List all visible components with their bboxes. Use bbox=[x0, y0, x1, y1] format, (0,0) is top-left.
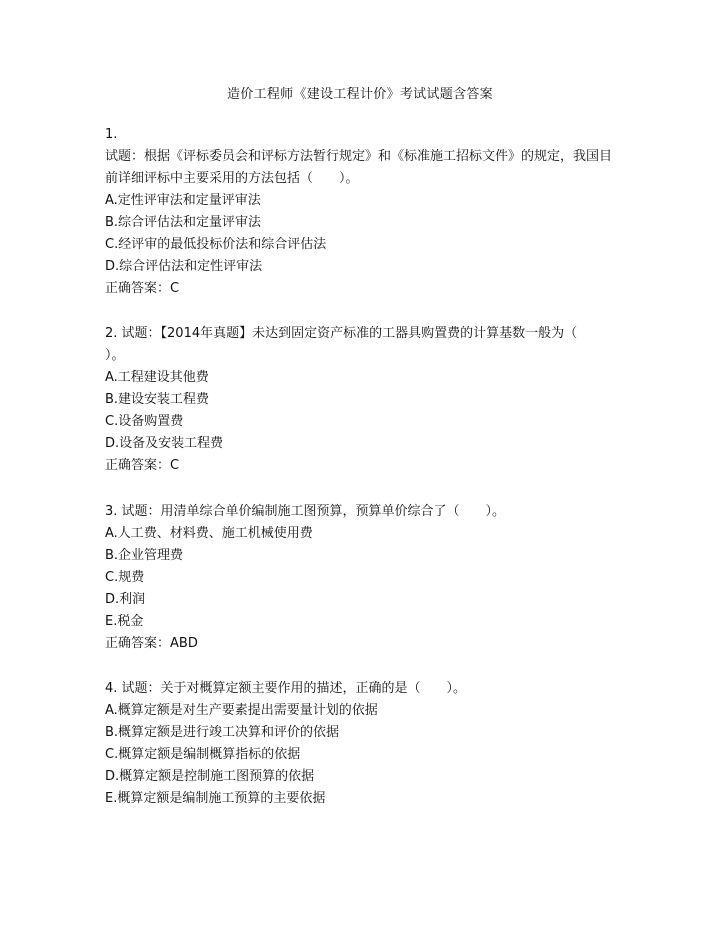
answer-label: 正确答案： bbox=[105, 458, 171, 473]
question-2-option-c: C.设备购置费 bbox=[105, 414, 184, 429]
question-4-option-d: D.概算定额是控制施工图预算的依据 bbox=[105, 769, 315, 784]
question-1 bbox=[105, 124, 625, 300]
question-list bbox=[105, 124, 625, 810]
page-title: 造价工程师《建设工程计价》考试试题含答案 bbox=[226, 87, 493, 102]
question-2 bbox=[105, 323, 625, 477]
question-1-answer bbox=[105, 278, 625, 300]
question-3-option-a: A.人工费、材料费、施工机械使用费 bbox=[105, 526, 313, 541]
question-1-option-b: B.综合评估法和定量评审法 bbox=[105, 215, 262, 230]
question-2-option-a: A.工程建设其他费 bbox=[105, 370, 209, 385]
question-4-option-b: B.概算定额是进行竣工决算和评价的依据 bbox=[105, 725, 340, 740]
question-1-number: 1. bbox=[105, 127, 118, 142]
answer-label: 正确答案： bbox=[105, 636, 171, 651]
question-3-stem-line-1: 3. 试题：用清单综合单价编制施工图预算，预算单价综合了（ ）。 bbox=[105, 504, 506, 519]
question-4-stem-line-1: 4. 试题：关于对概算定额主要作用的描述，正确的是（ ）。 bbox=[105, 681, 467, 696]
question-4-option-c: C.概算定额是编制概算指标的依据 bbox=[105, 747, 301, 762]
question-1-option-d: D.综合评估法和定性评审法 bbox=[105, 259, 263, 274]
question-2-stem-line-2: ）。 bbox=[105, 348, 125, 363]
question-1-stem-line-2: 前详细评标中主要采用的方法包括（ ）。 bbox=[105, 171, 359, 186]
question-3-option-c: C.规费 bbox=[105, 570, 145, 585]
question-3-option-e: E.税金 bbox=[105, 614, 144, 629]
question-4-option-e: E.概算定额是编制施工预算的主要依据 bbox=[105, 791, 326, 806]
question-1-option-a: A.定性评审法和定量评审法 bbox=[105, 193, 261, 208]
question-3-answer-value: ABD bbox=[170, 636, 198, 651]
question-3-option-d: D.利润 bbox=[105, 592, 146, 607]
question-2-answer bbox=[105, 455, 625, 477]
question-3-answer bbox=[105, 633, 625, 655]
question-3-option-b: B.企业管理费 bbox=[105, 548, 184, 563]
question-4-option-a: A.概算定额是对生产要素提出需要量计划的依据 bbox=[105, 703, 378, 718]
question-1-answer-value: C bbox=[170, 281, 180, 296]
question-1-stem-line-1: 试题：根据《评标委员会和评标方法暂行规定》和《标准施工招标文件》的规定，我国目 bbox=[105, 149, 613, 164]
question-2-option-d: D.设备及安装工程费 bbox=[105, 436, 224, 451]
question-2-option-b: B.建设安装工程费 bbox=[105, 392, 210, 407]
question-2-stem-line-1: 2. 试题：【2014年真题】未达到固定资产标准的工器具购置费的计算基数一般为（ bbox=[105, 326, 578, 341]
question-3 bbox=[105, 501, 625, 655]
question-2-answer-value: C bbox=[170, 458, 180, 473]
answer-label: 正确答案： bbox=[105, 281, 171, 296]
question-4 bbox=[105, 678, 625, 810]
question-1-option-c: C.经评审的最低投标价法和综合评估法 bbox=[105, 237, 327, 252]
